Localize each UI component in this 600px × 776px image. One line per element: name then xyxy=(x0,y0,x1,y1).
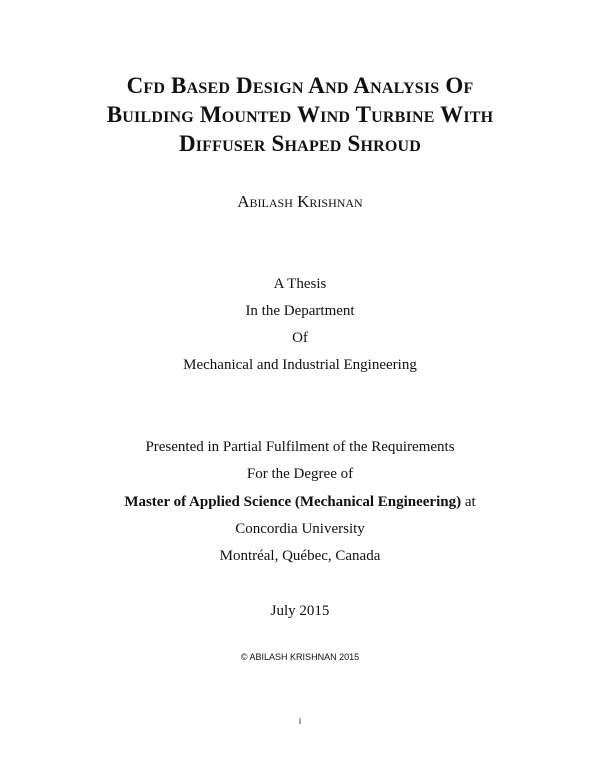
degree-name: Master of Applied Science (Mechanical Engineering) xyxy=(124,494,462,510)
university-location: Montréal, Québec, Canada xyxy=(219,548,381,564)
degree-intro: For the Degree of xyxy=(246,466,354,482)
author-name: Abilash Krishnan xyxy=(237,192,363,211)
department-of: Of xyxy=(292,330,308,346)
submission-date: July 2015 xyxy=(270,603,330,619)
university-name: Concordia University xyxy=(235,521,365,537)
title-line-1: Cfd Based Design And Analysis Of xyxy=(126,73,474,98)
copyright-notice: © ABILASH KRISHNAN 2015 xyxy=(240,652,360,662)
thesis-label: A Thesis xyxy=(273,276,327,292)
degree-line xyxy=(0,493,600,511)
presentation-statement: Presented in Partial Fulfilment of the Requirements xyxy=(145,439,455,455)
department-intro: In the Department xyxy=(245,303,355,319)
degree-suffix: at xyxy=(461,494,476,510)
title-line-2: Building Mounted Wind Turbine With xyxy=(106,102,494,127)
page-number: i xyxy=(299,716,301,726)
title-line-3: Diffuser Shaped Shroud xyxy=(178,131,422,156)
department-name: Mechanical and Industrial Engineering xyxy=(183,357,417,373)
